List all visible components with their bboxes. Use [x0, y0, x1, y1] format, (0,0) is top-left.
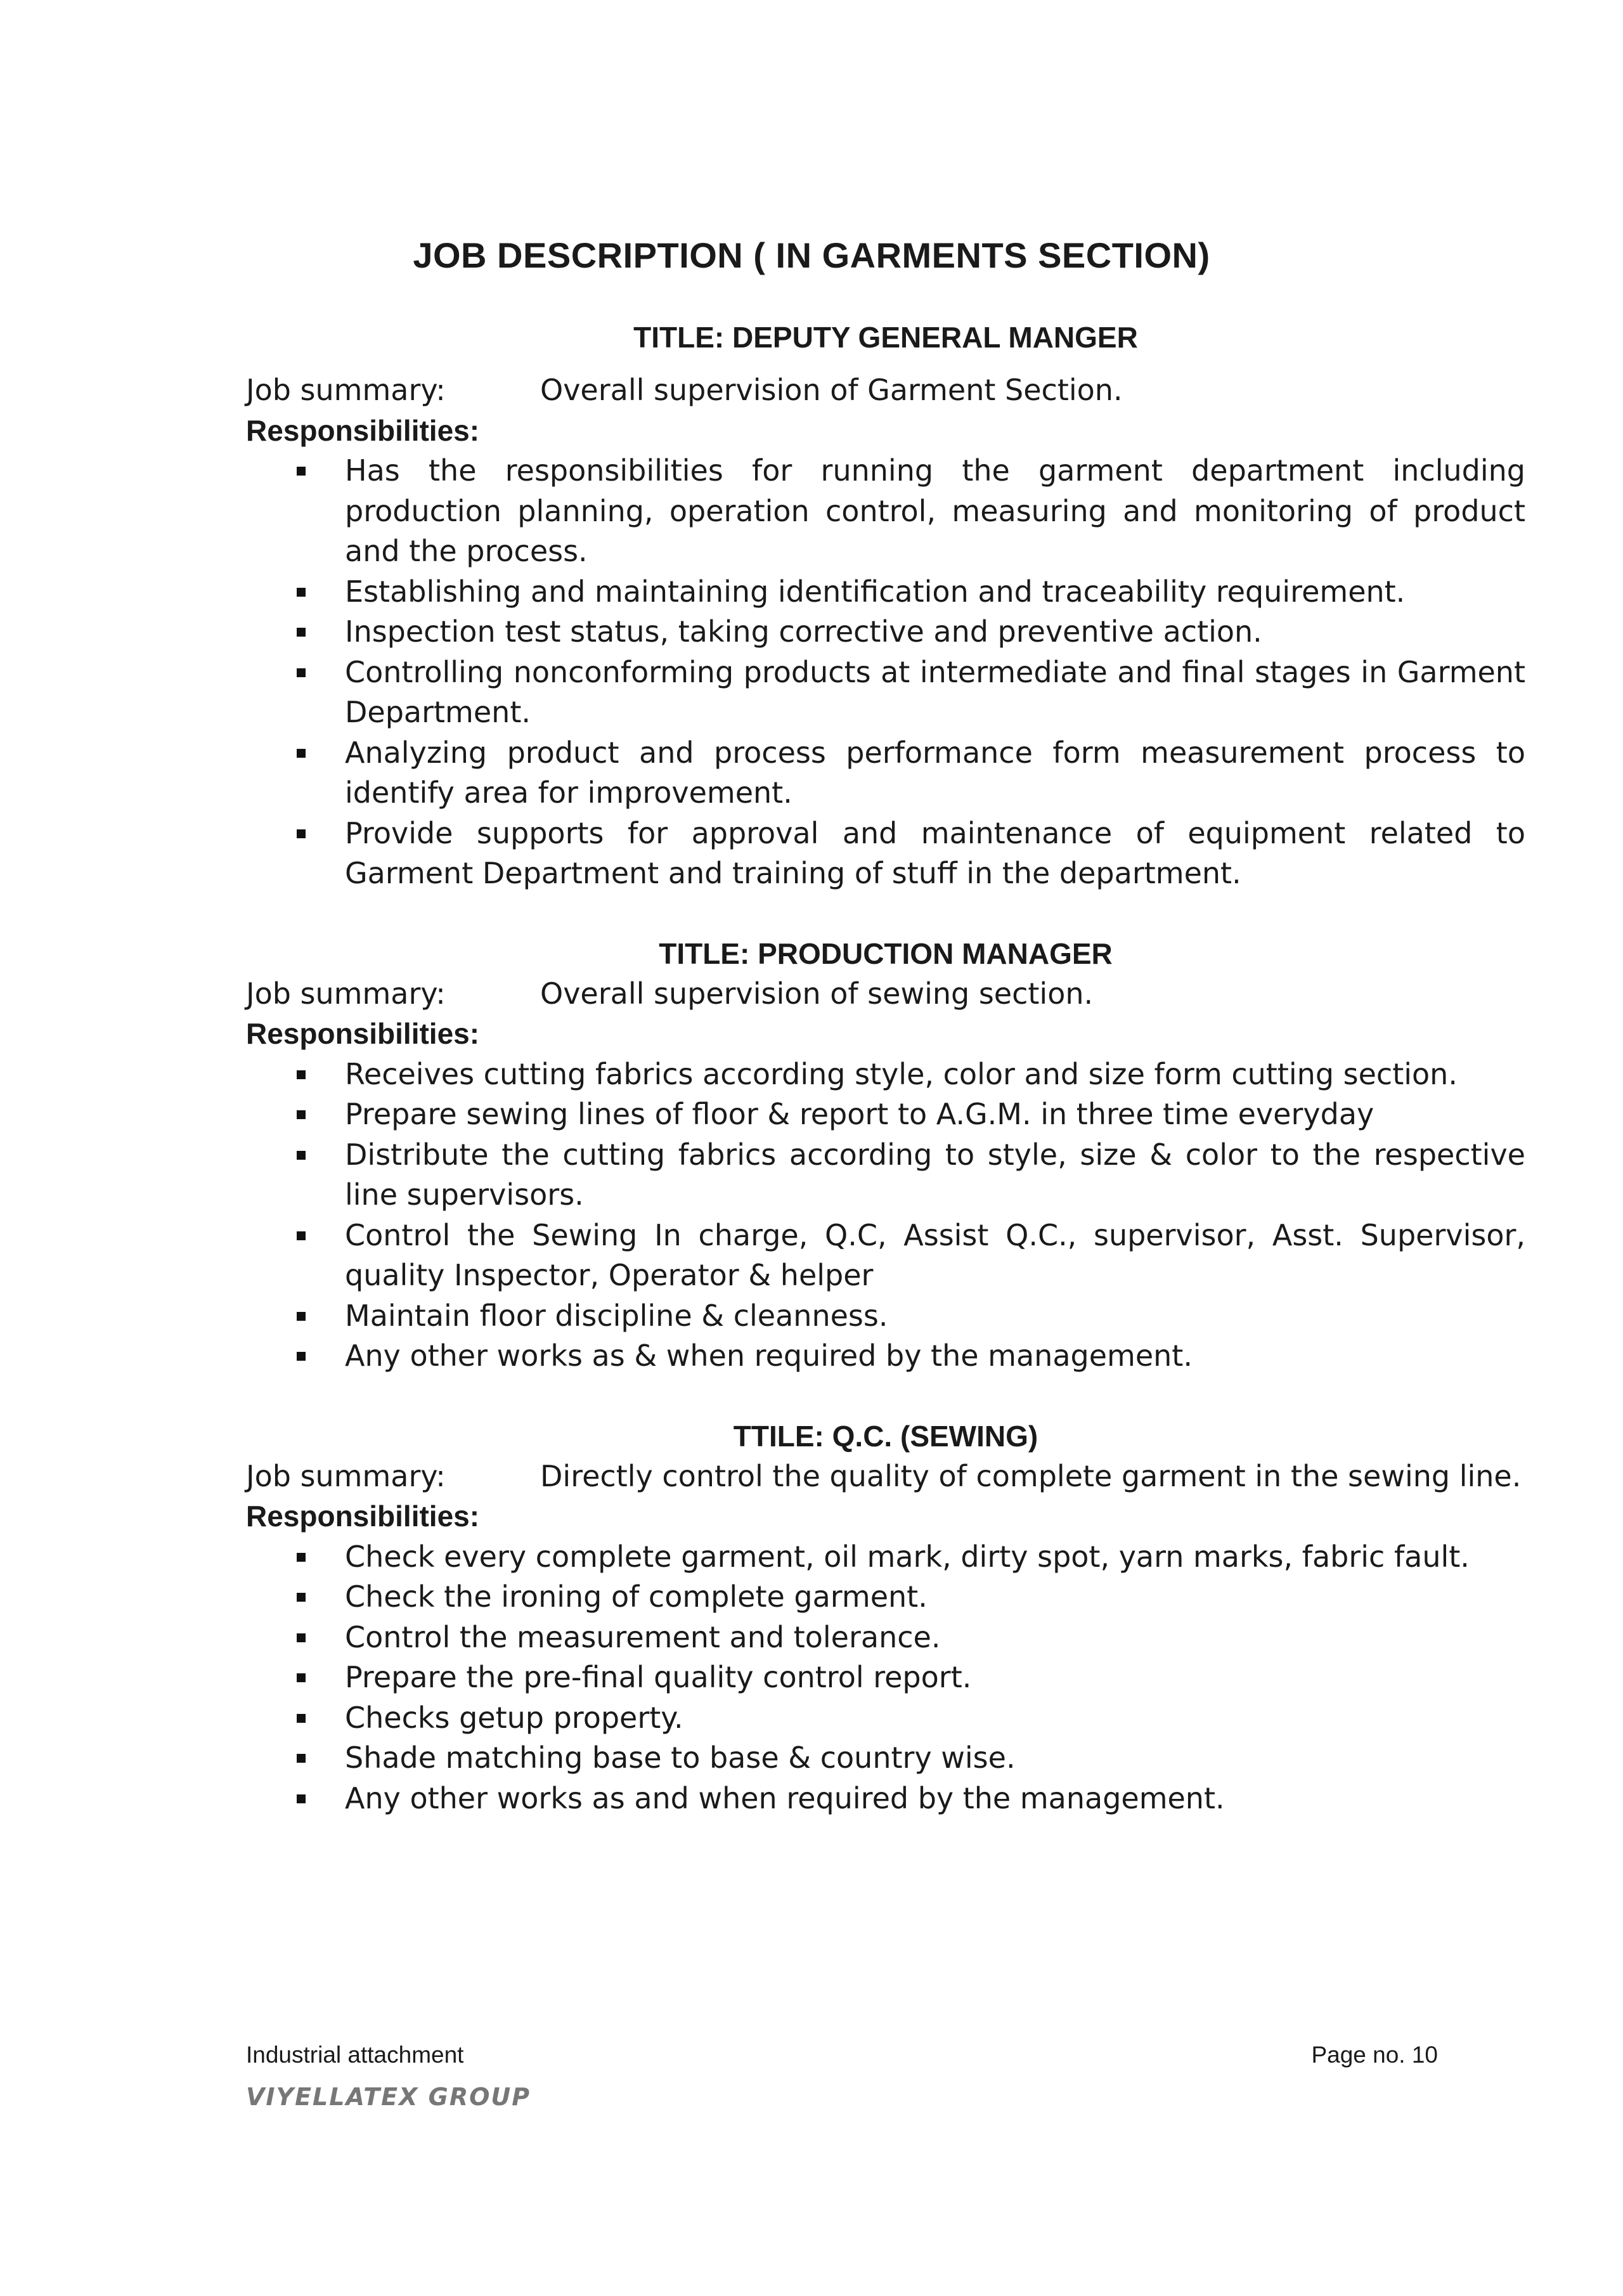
page-number: Page no. 10	[1311, 2042, 1438, 2068]
list-item: Analyzing product and process performance form measurement process to identify area for improvement.	[345, 733, 1525, 814]
square-bullet-icon	[297, 829, 306, 838]
square-bullet-icon	[297, 1633, 306, 1642]
section-qc-sewing	[246, 1416, 1525, 1819]
list-item: Prepare the pre-final quality control report.	[345, 1657, 1525, 1698]
document-body	[246, 317, 1525, 1819]
list-item: Receives cutting fabrics according style, color and size form cutting section.	[345, 1054, 1525, 1095]
document-title: JOB DESCRIPTION ( IN GARMENTS SECTION)	[413, 235, 1210, 275]
square-bullet-icon	[297, 628, 306, 637]
section-title: TITLE: PRODUCTION MANAGER	[659, 937, 1113, 970]
square-bullet-icon	[297, 1070, 306, 1079]
square-bullet-icon	[297, 1110, 306, 1119]
square-bullet-icon	[297, 1754, 306, 1763]
list-item: Checks getup property.	[345, 1698, 1525, 1739]
section-title: TTILE: Q.C. (SEWING)	[733, 1419, 1038, 1453]
square-bullet-icon	[297, 1553, 306, 1562]
section-deputy-general-manager	[246, 317, 1525, 894]
list-item: Distribute the cutting fabrics according to style, size & color to the respective line supervisors.	[345, 1135, 1525, 1216]
square-bullet-icon	[297, 1151, 306, 1160]
list-item: Any other works as and when required by the management.	[345, 1779, 1525, 1819]
square-bullet-icon	[297, 467, 306, 476]
footer-left-text: Industrial attachment	[246, 2042, 464, 2068]
company-logo: VIYELLATEX GROUP	[246, 2083, 531, 2111]
job-summary	[246, 1456, 1525, 1497]
job-summary-label: Job summary:	[246, 1458, 446, 1493]
list-item: Has the responsibilities for running the garment department including production planning, operation control, measuring and monitoring of product and the process.	[345, 451, 1525, 572]
list-item: Control the measurement and tolerance.	[345, 1618, 1525, 1658]
list-item: Shade matching base to base & country wise.	[345, 1738, 1525, 1779]
job-summary	[246, 370, 1525, 411]
job-summary-label: Job summary:	[246, 373, 446, 407]
section-title: TITLE: DEPUTY GENERAL MANGER	[633, 321, 1138, 354]
responsibilities-list	[246, 1537, 1525, 1819]
list-item: Control the Sewing In charge, Q.C, Assist Q.C., supervisor, Asst. Supervisor, quality Inspector, Operator & helper	[345, 1216, 1525, 1296]
list-item: Provide supports for approval and maintenance of equipment related to Garment Department and training of stuff in the department.	[345, 814, 1525, 894]
job-summary-text: Overall supervision of Garment Section.	[540, 373, 1123, 407]
responsibilities-label: Responsibilities:	[246, 1500, 480, 1533]
square-bullet-icon	[297, 1714, 306, 1723]
responsibilities-list	[246, 1054, 1525, 1377]
responsibilities-label: Responsibilities:	[246, 413, 480, 447]
square-bullet-icon	[297, 1794, 306, 1803]
list-item: Prepare sewing lines of floor & report to A.G.M. in three time everyday	[345, 1094, 1525, 1135]
job-summary-text: Directly control the quality of complete garment in the sewing line.	[540, 1458, 1522, 1493]
list-item: Establishing and maintaining identification and traceability requirement.	[345, 572, 1525, 613]
job-summary-text: Overall supervision of sewing section.	[540, 976, 1094, 1011]
square-bullet-icon	[297, 1673, 306, 1682]
list-item: Check the ironing of complete garment.	[345, 1577, 1525, 1618]
list-item: Any other works as & when required by the management.	[345, 1336, 1525, 1377]
square-bullet-icon	[297, 1352, 306, 1361]
list-item: Inspection test status, taking corrective and preventive action.	[345, 612, 1525, 652]
job-summary-label: Job summary:	[246, 976, 446, 1011]
square-bullet-icon	[297, 1312, 306, 1321]
list-item: Controlling nonconforming products at intermediate and final stages in Garment Department.	[345, 652, 1525, 733]
square-bullet-icon	[297, 1593, 306, 1602]
square-bullet-icon	[297, 1231, 306, 1240]
square-bullet-icon	[297, 668, 306, 677]
section-production-manager	[246, 933, 1525, 1377]
list-item: Check every complete garment, oil mark, dirty spot, yarn marks, fabric fault.	[345, 1537, 1525, 1578]
square-bullet-icon	[297, 588, 306, 597]
list-item: Maintain floor discipline & cleanness.	[345, 1296, 1525, 1337]
square-bullet-icon	[297, 749, 306, 758]
job-summary	[246, 974, 1525, 1015]
responsibilities-list	[246, 451, 1525, 894]
responsibilities-label: Responsibilities:	[246, 1017, 480, 1050]
